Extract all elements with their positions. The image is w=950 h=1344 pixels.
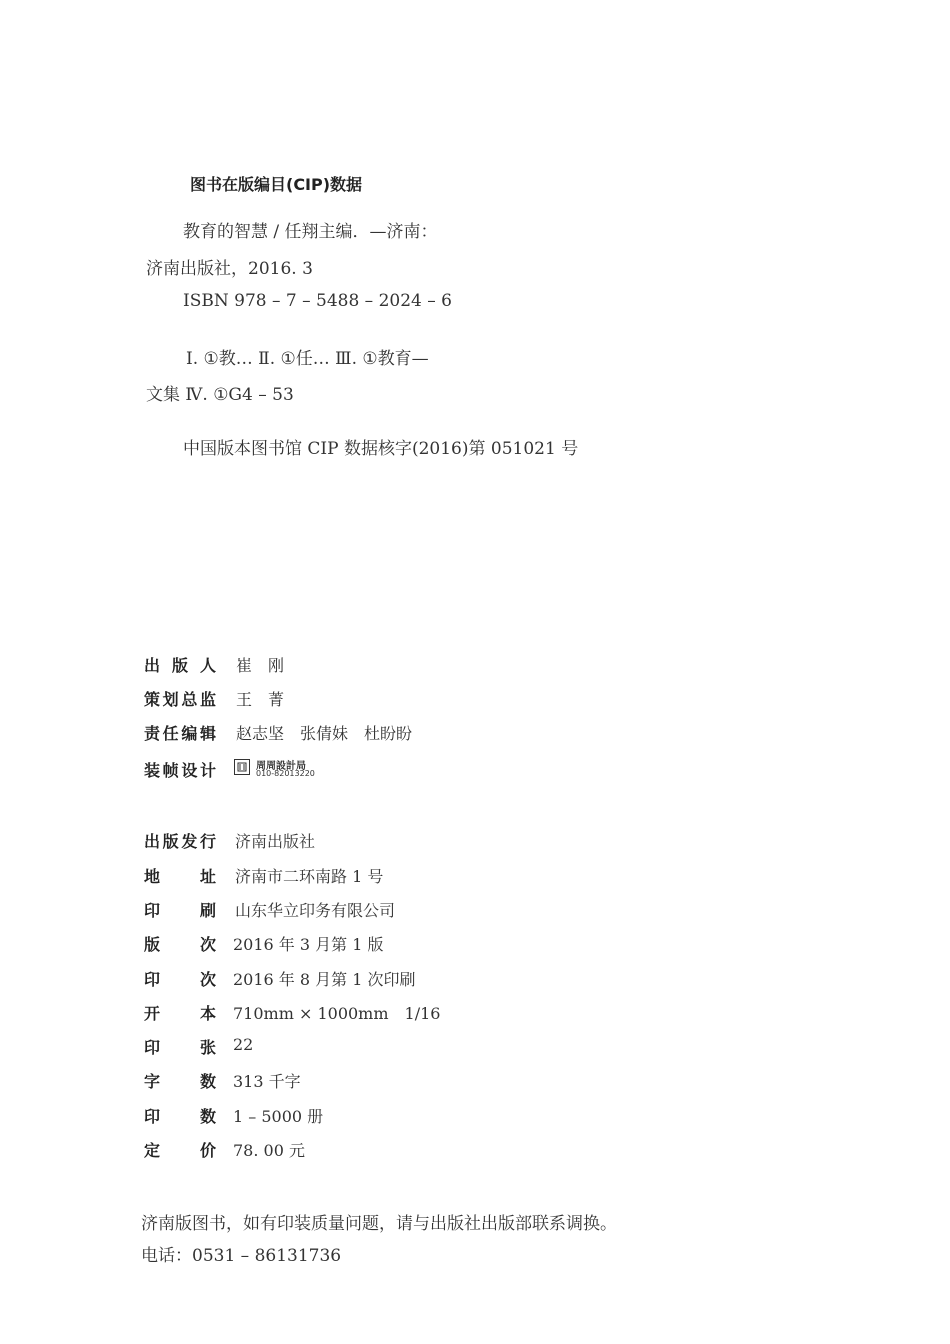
label-char: 数 — [199, 1072, 216, 1091]
label-char: 印 — [144, 1107, 161, 1126]
label-char: 版 — [171, 656, 188, 675]
edition-label — [144, 932, 216, 955]
cip-line-publisher: 济南出版社，2016. 3 — [146, 259, 313, 279]
label-char: 印 — [144, 1038, 161, 1057]
design-label — [144, 758, 216, 781]
cip-line-isbn: ISBN 978 – 7 – 5488 – 2024 – 6 — [183, 291, 452, 311]
label-char: 责 — [144, 724, 161, 743]
address-label — [144, 864, 216, 887]
label-char: 开 — [144, 1004, 161, 1023]
print-run-label — [144, 1104, 216, 1127]
label-char: 数 — [199, 1107, 216, 1126]
publisher-person-label — [144, 653, 216, 676]
cip-heading: 图书在版编目(CIP)数据 — [190, 175, 363, 194]
contact-phone: 电话：0531 – 86131736 — [141, 1246, 342, 1266]
label-char: 总 — [181, 690, 198, 709]
planning-director-value: 王 菁 — [236, 690, 285, 709]
sheets-value: 22 — [233, 1035, 254, 1054]
label-char: 出 — [144, 656, 161, 675]
label-char: 人 — [199, 656, 216, 675]
label-char: 址 — [199, 867, 216, 886]
price-label — [144, 1138, 216, 1161]
label-char: 定 — [144, 1141, 161, 1160]
label-char: 监 — [199, 690, 216, 709]
label-char: 出 — [144, 832, 161, 851]
word-count-label — [144, 1069, 216, 1092]
edition-value: 2016 年 3 月第 1 版 — [233, 935, 384, 954]
label-char: 计 — [199, 761, 216, 780]
sheets-label — [144, 1035, 216, 1058]
label-char: 策 — [144, 690, 161, 709]
label-char: 本 — [199, 1004, 216, 1023]
label-char: 次 — [199, 970, 216, 989]
planning-director-label — [144, 687, 216, 710]
format-value: 710mm × 1000mm 1/16 — [233, 1004, 441, 1023]
price-value: 78. 00 元 — [233, 1141, 305, 1160]
label-char: 地 — [144, 867, 161, 886]
label-char: 任 — [162, 724, 179, 743]
design-studio-logo-icon — [234, 759, 250, 775]
printer-label — [144, 898, 216, 921]
cip-line-classification: Ⅰ. ①教… Ⅱ. ①任… Ⅲ. ①教育— — [186, 349, 429, 369]
label-char: 张 — [199, 1038, 216, 1057]
impression-value: 2016 年 8 月第 1 次印刷 — [233, 970, 416, 989]
label-char: 行 — [199, 832, 216, 851]
label-char: 次 — [199, 935, 216, 954]
cip-line-title: 教育的智慧 / 任翔主编．—济南： — [183, 222, 438, 242]
label-char: 印 — [144, 970, 161, 989]
label-char: 划 — [162, 690, 179, 709]
label-char: 字 — [144, 1072, 161, 1091]
format-label — [144, 1001, 216, 1024]
label-char: 印 — [144, 901, 161, 920]
label-char: 设 — [181, 761, 198, 780]
label-char: 价 — [199, 1141, 216, 1160]
cip-line-classification-cont: 文集 Ⅳ. ①G4 – 53 — [146, 385, 294, 405]
logo-mark-icon — [237, 762, 247, 772]
label-char: 帧 — [162, 761, 179, 780]
label-char: 编 — [181, 724, 198, 743]
label-char: 版 — [162, 832, 179, 851]
publisher-person-value: 崔 刚 — [236, 656, 285, 675]
editors-value: 赵志坚 张倩妹 杜盼盼 — [236, 724, 413, 743]
distributor-value: 济南出版社 — [235, 832, 316, 851]
label-char: 辑 — [199, 724, 216, 743]
editors-label — [144, 721, 216, 744]
design-studio-name: 周周設計局 — [256, 761, 306, 772]
print-run-value: 1 – 5000 册 — [233, 1107, 324, 1126]
printer-value: 山东华立印务有限公司 — [235, 901, 396, 920]
distributor-label — [144, 829, 216, 852]
label-char: 版 — [144, 935, 161, 954]
cip-line-record: 中国版本图书馆 CIP 数据核字(2016)第 051021 号 — [183, 439, 579, 459]
quality-notice: 济南版图书，如有印装质量问题，请与出版社出版部联系调换。 — [141, 1214, 617, 1234]
label-char: 装 — [144, 761, 161, 780]
design-studio-phone: 010-82013220 — [256, 769, 315, 778]
address-value: 济南市二环南路 1 号 — [235, 867, 384, 886]
label-char: 发 — [181, 832, 198, 851]
label-char: 刷 — [199, 901, 216, 920]
word-count-value: 313 千字 — [233, 1072, 301, 1091]
impression-label — [144, 967, 216, 990]
